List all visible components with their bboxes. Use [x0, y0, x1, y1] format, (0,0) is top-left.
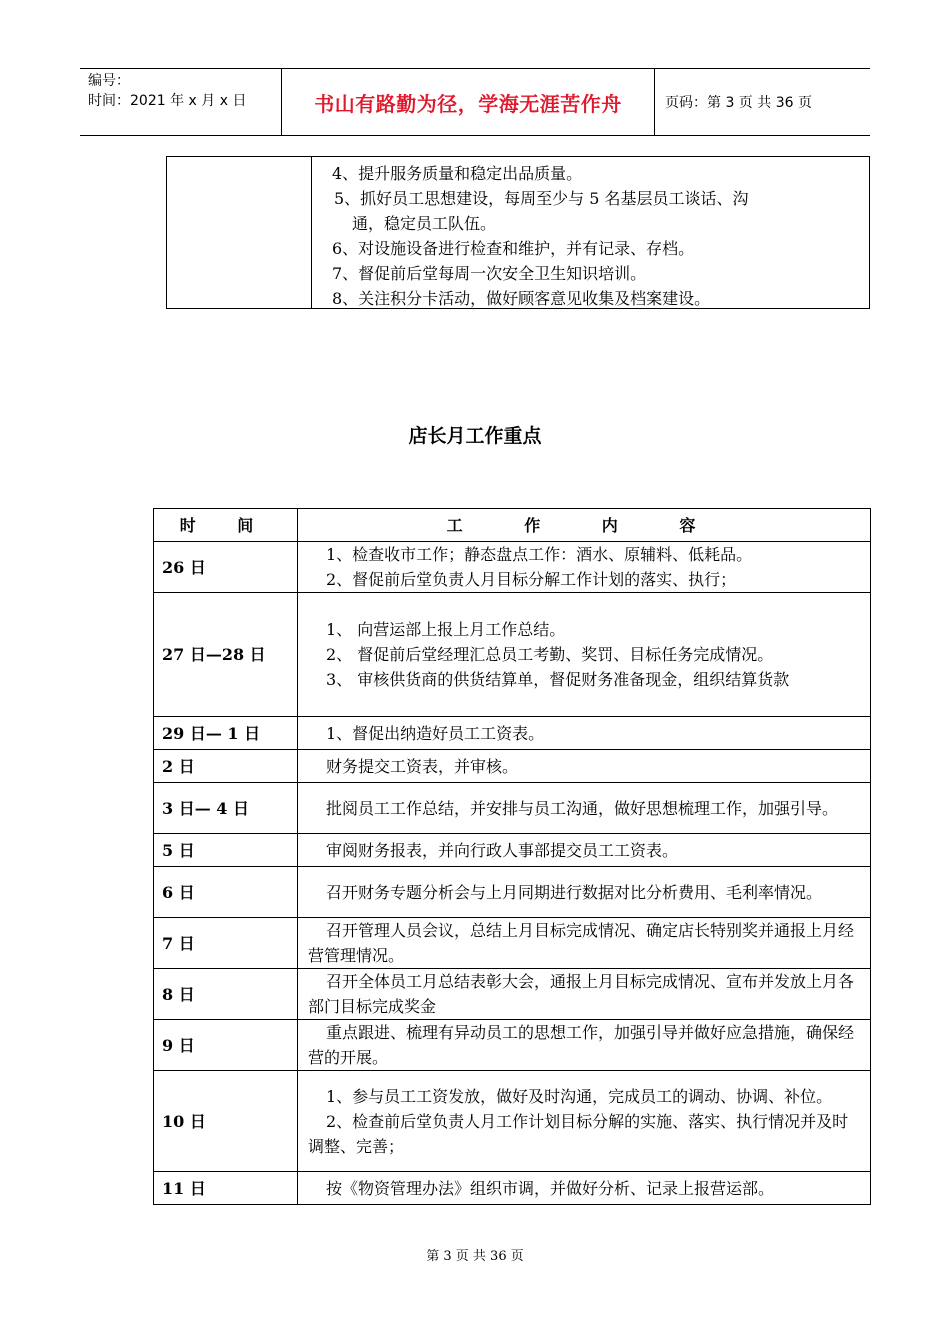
row-line: 财务提交工资表，并审核。 — [326, 756, 519, 776]
row-line: 召开财务专题分析会与上月同期进行数据对比分析费用、毛利率情况。 — [326, 882, 823, 902]
continued-line-5: 5、抓好员工思想建设，每周至少与 5 名基层员工谈话、沟 — [334, 189, 749, 208]
table-row — [154, 918, 871, 969]
row-line: 召开全体员工月总结表彰大会，通报上月目标完成情况、宣布并发放上月各部门目标完成奖金 — [308, 972, 855, 1016]
document-title: 店长月工作重点 — [408, 425, 542, 447]
continued-line-5b: 通，稳定员工队伍。 — [352, 214, 497, 233]
continued-table-content-cell — [312, 157, 869, 311]
header-time-label: 时间：2021 年 x 月 x 日 — [88, 93, 247, 109]
continued-line-4: 4、提升服务质量和稳定出品质量。 — [332, 164, 583, 183]
row-content — [298, 867, 871, 918]
row-line: 2、督促前后堂负责人月目标分解工作计划的落实、执行； — [326, 570, 737, 589]
row-time: 3 日— 4 日 — [154, 783, 298, 834]
table-row — [154, 867, 871, 918]
row-line: 2、 督促前后堂经理汇总员工考勤、奖罚、目标任务完成情况。 — [326, 645, 774, 664]
row-time: 2 日 — [154, 750, 298, 783]
table-row — [154, 593, 871, 717]
row-time: 10 日 — [154, 1071, 298, 1172]
table-row — [154, 783, 871, 834]
row-line: 批阅员工工作总结，并安排与员工沟通，做好思想梳理工作，加强引导。 — [326, 798, 839, 818]
continued-line-7: 7、督促前后堂每周一次安全卫生知识培训。 — [332, 264, 647, 283]
row-content — [298, 593, 871, 717]
row-line: 按《物资管理办法》组织市调，并做好分析、记录上报营运部。 — [326, 1178, 775, 1198]
header-page-info: 页码：第 3 页 共 36 页 — [665, 95, 812, 111]
table-row — [154, 750, 871, 783]
row-line: 1、督促出纳造好员工工资表。 — [326, 723, 545, 743]
table-row — [154, 834, 871, 867]
row-time: 11 日 — [154, 1172, 298, 1205]
continued-table-time-cell — [167, 157, 312, 308]
row-time: 7 日 — [154, 918, 298, 969]
row-time: 9 日 — [154, 1020, 298, 1071]
row-line: 召开管理人员会议，总结上月目标完成情况、确定店长特别奖并通报上月经营管理情况。 — [308, 921, 855, 965]
row-content — [298, 750, 871, 783]
row-time: 5 日 — [154, 834, 298, 867]
row-content — [298, 542, 871, 593]
header-number-label: 编号： — [88, 73, 130, 89]
continued-line-8: 8、关注积分卡活动，做好顾客意见收集及档案建设。 — [332, 289, 711, 308]
header-content: 工 作 内 容 — [298, 509, 871, 542]
page-footer: 第 3 页 共 36 页 — [426, 1249, 524, 1264]
row-line: 2、检查前后堂负责人月工作计划目标分解的实施、落实、执行情况并及时调整、完善； — [308, 1111, 849, 1156]
row-content — [298, 783, 871, 834]
row-content — [298, 717, 871, 750]
table-header-row — [154, 509, 871, 542]
table-row — [154, 542, 871, 593]
row-content — [298, 1071, 871, 1172]
row-line: 1、参与员工工资发放，做好及时沟通，完成员工的调动、协调、补位。 — [326, 1086, 833, 1106]
row-time: 29 日— 1 日 — [154, 717, 298, 750]
row-content — [298, 969, 871, 1020]
row-content — [298, 834, 871, 867]
row-time: 26 日 — [154, 542, 298, 593]
row-line: 1、检查收市工作；静态盘点工作：酒水、原辅料、低耗品。 — [326, 545, 753, 564]
row-line: 重点跟进、梳理有异动员工的思想工作，加强引导并做好应急措施，确保经营的开展。 — [308, 1023, 855, 1067]
row-line: 1、 向营运部上报上月工作总结。 — [326, 620, 566, 639]
table-row — [154, 1020, 871, 1071]
header-motto: 书山有路勤为径，学海无涯苦作舟 — [314, 91, 622, 116]
header-motto-cell — [282, 69, 655, 135]
table-row — [154, 717, 871, 750]
row-line: 3、 审核供货商的供货结算单，督促财务准备现金，组织结算货款 — [326, 670, 790, 689]
row-line: 审阅财务报表，并向行政人事部提交员工工资表。 — [326, 840, 679, 860]
page-header — [80, 68, 870, 136]
header-meta — [80, 69, 282, 135]
row-content — [298, 918, 871, 969]
row-content — [298, 1172, 871, 1205]
continued-table — [166, 156, 870, 309]
header-time: 时 间 — [154, 509, 298, 542]
row-time: 27 日—28 日 — [154, 593, 298, 717]
continued-line-6: 6、对设施设备进行检查和维护，并有记录、存档。 — [332, 239, 695, 258]
table-row — [154, 969, 871, 1020]
table-row — [154, 1172, 871, 1205]
row-time: 8 日 — [154, 969, 298, 1020]
row-content — [298, 1020, 871, 1071]
row-time: 6 日 — [154, 867, 298, 918]
table-row — [154, 1071, 871, 1172]
monthly-schedule-table — [153, 508, 871, 1205]
